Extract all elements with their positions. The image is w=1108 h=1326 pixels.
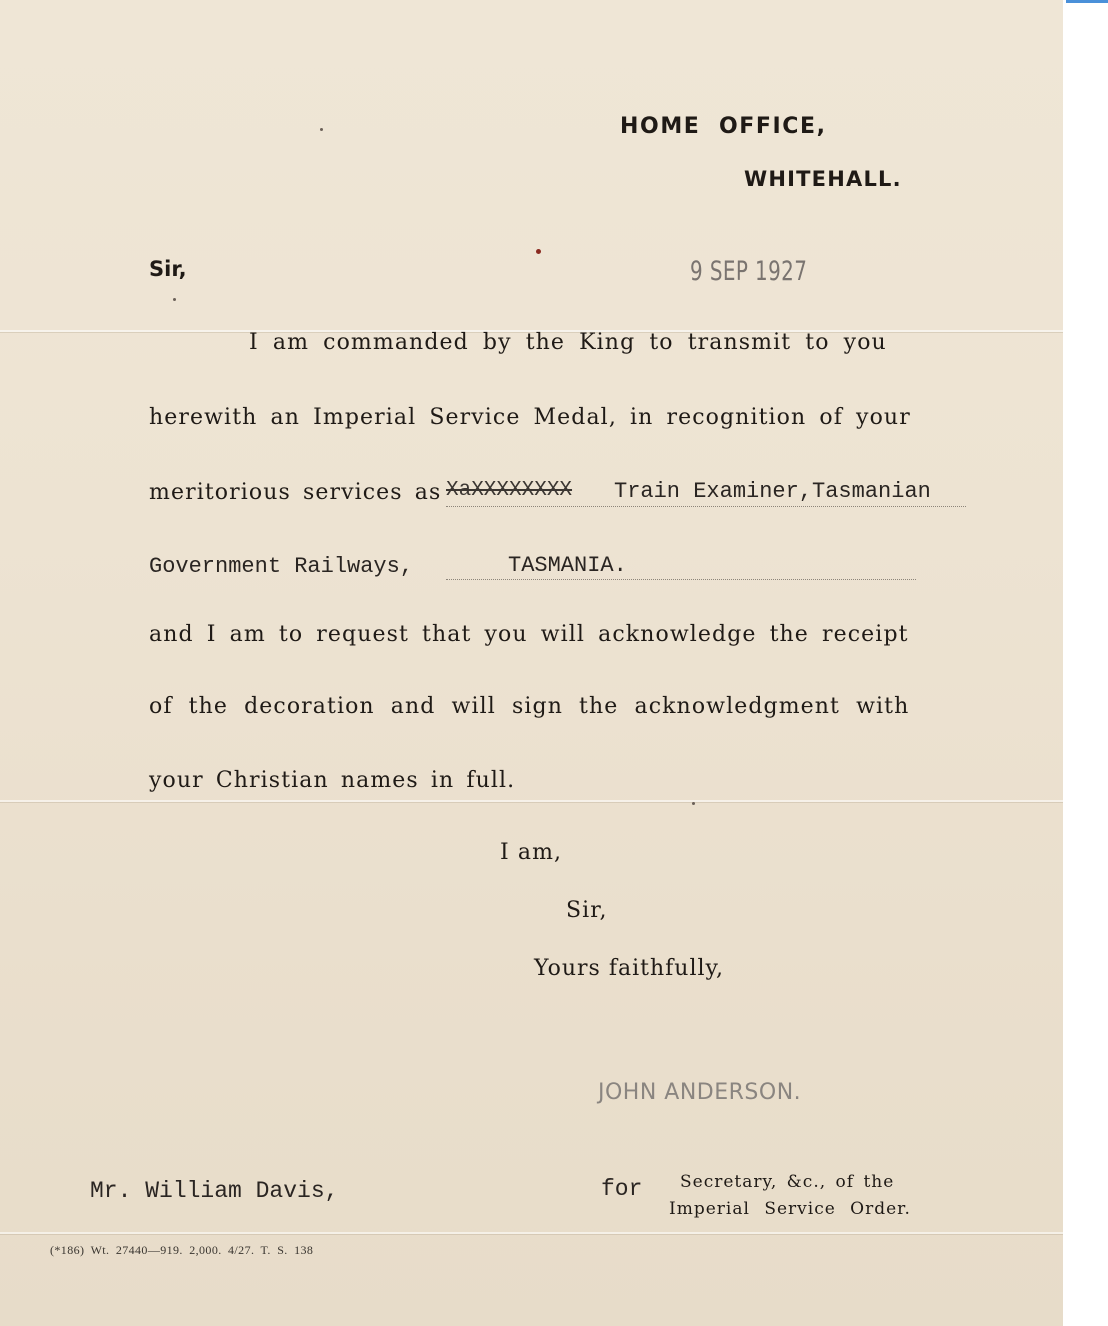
typed-employer: Government Railways,: [149, 554, 414, 579]
ink-speck: [320, 128, 323, 131]
addressee: Mr. William Davis,: [90, 1178, 339, 1204]
scan-margin: [1063, 0, 1108, 1326]
crease-line: [0, 1232, 1063, 1234]
closing-line-1: I am,: [500, 840, 563, 865]
body-line-3-prefix: meritorious services as: [149, 480, 442, 505]
letterhead-location: WHITEHALL.: [744, 167, 902, 191]
body-line-2: herewith an Imperial Service Medal, in recognition of your: [149, 405, 911, 430]
body-line-1: I am commanded by the King to transmit to you: [249, 330, 887, 355]
secretary-line-2: Imperial Service Order.: [669, 1199, 911, 1219]
scan-edge-mark: [1066, 0, 1108, 3]
body-line-6: of the decoration and will sign the acknowledgment with: [149, 694, 910, 719]
closing-line-3: Yours faithfully,: [534, 956, 725, 981]
secretary-line-1: Secretary, &c., of the: [680, 1172, 895, 1192]
signer-stamp: JOHN ANDERSON.: [598, 1080, 802, 1105]
print-reference: (*186) Wt. 27440—919. 2,000. 4/27. T. S. 138: [50, 1243, 314, 1257]
body-line-5: and I am to request that you will acknowledge the receipt: [149, 622, 909, 647]
ink-speck: [692, 802, 695, 805]
for-label: for: [601, 1176, 643, 1202]
closing-line-2: Sir,: [566, 898, 608, 923]
body-line-7: your Christian names in full.: [149, 768, 516, 793]
dotted-fill-line: [446, 578, 916, 580]
date-stamp: 9 SEP 1927: [690, 256, 808, 287]
ink-speck: [536, 249, 541, 254]
crease-line: [0, 800, 1063, 802]
salutation: Sir,: [149, 257, 187, 281]
letterhead-office: HOME OFFICE,: [620, 114, 827, 139]
struck-out-text: XaXXXXXXXX: [446, 479, 573, 502]
typed-place: TASMANIA.: [508, 553, 627, 578]
dotted-fill-line: [446, 505, 966, 507]
ink-speck: [173, 298, 176, 301]
typed-occupation: Train Examiner,Tasmanian: [614, 479, 931, 504]
